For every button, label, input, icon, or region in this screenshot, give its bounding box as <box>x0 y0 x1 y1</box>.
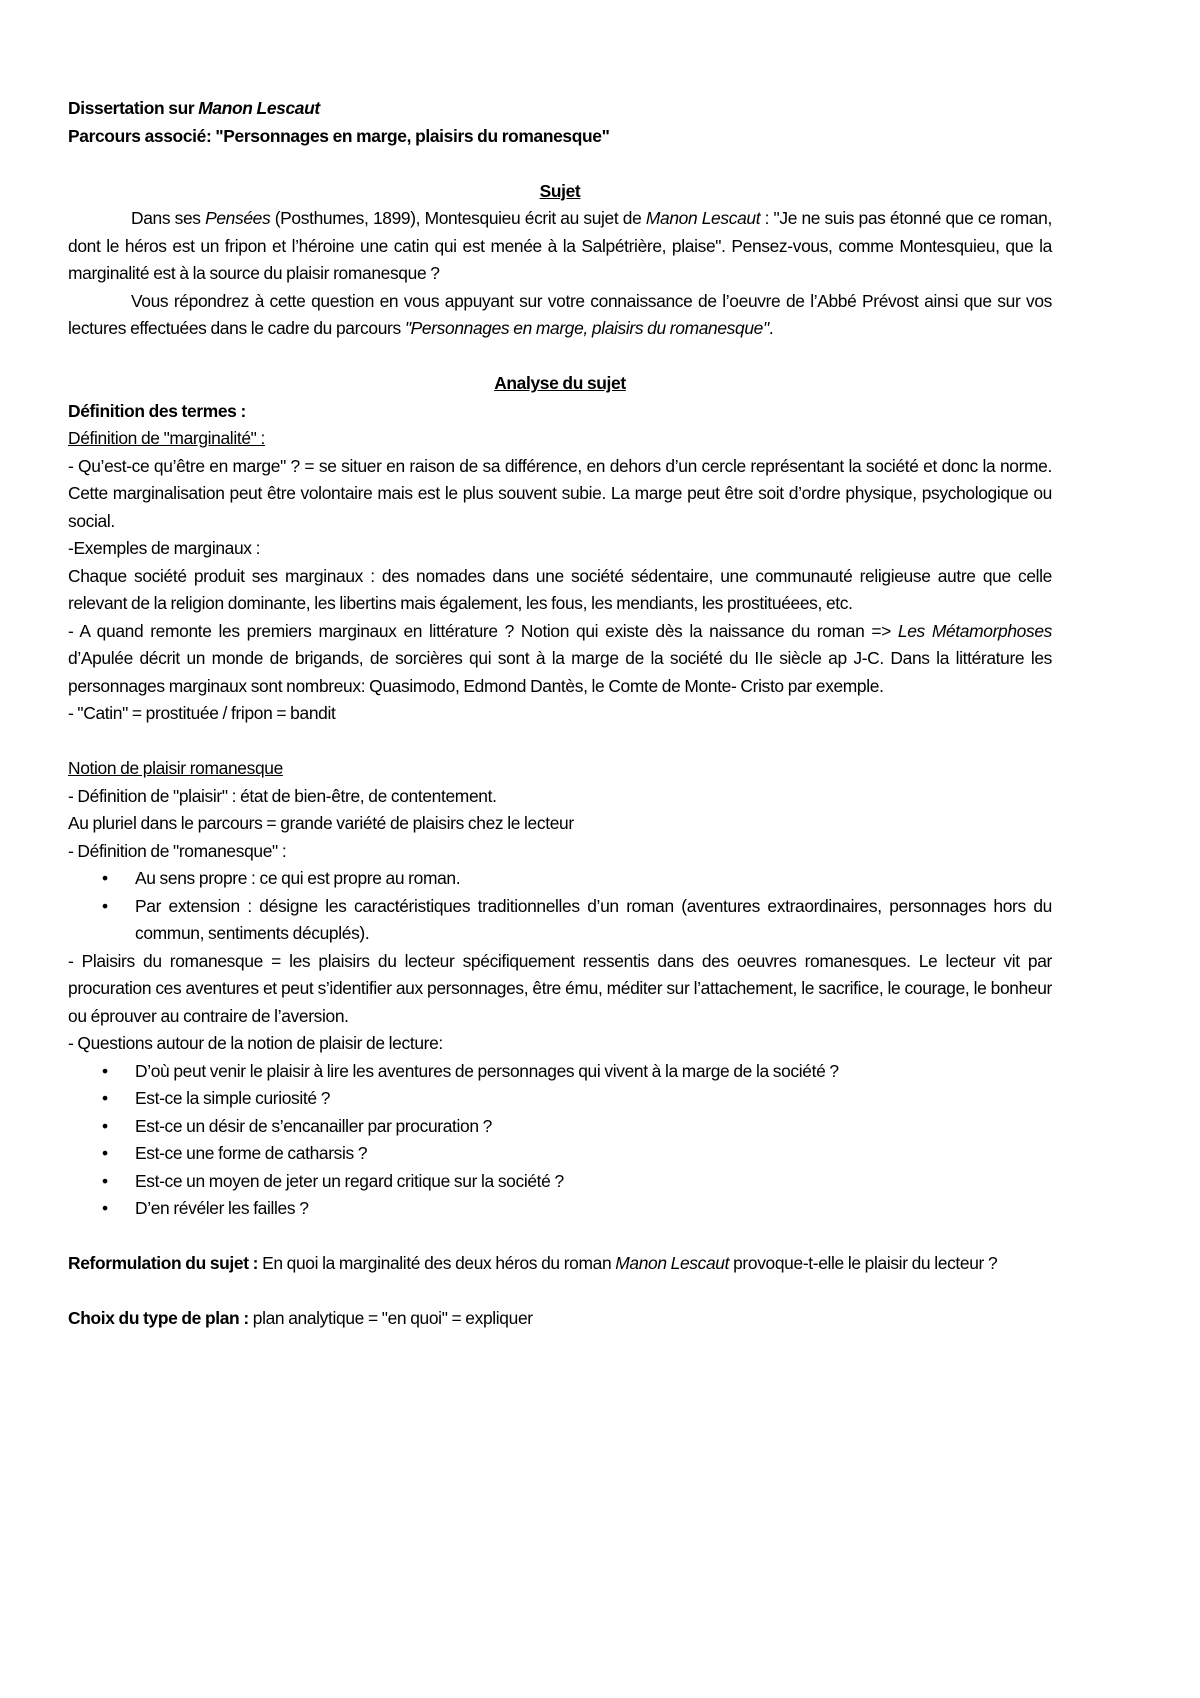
questions-label: - Questions autour de la notion de plaisir de lecture: <box>68 1033 443 1053</box>
list-item <box>68 1168 1052 1196</box>
list-item <box>68 865 1052 893</box>
list-item <box>68 1058 1052 1086</box>
text: plan analytique = "en quoi" = expliquer <box>248 1308 533 1328</box>
text: Est-ce un désir de s’encanailler par procuration ? <box>135 1115 492 1136</box>
text: Les Métamorphoses <box>897 620 1052 641</box>
text: D’en révéler les failles ? <box>135 1198 309 1218</box>
document-title <box>68 95 1052 123</box>
reformulation-paragraph <box>68 1250 1052 1278</box>
title-prefix: Dissertation sur <box>68 98 199 118</box>
text: Est-ce un moyen de jeter un regard critique sur la société ? <box>135 1170 564 1191</box>
text: Manon Lescaut <box>615 1253 730 1273</box>
list-item <box>68 893 1052 948</box>
analyse-heading: Analyse du sujet <box>494 373 626 393</box>
text: Au sens propre : ce qui est propre au roman. <box>135 868 461 888</box>
text: d’Apulée décrit un monde de brigands, de sorcières qui sont à la marge de la société du IIe siècle ap J-C. Dans la littérature les personnages marginaux sont nombreux: Quasimodo, Edmond Dantès, le Comte de Monte- Cristo par exemple. <box>68 648 1052 696</box>
document-page <box>68 95 1052 1333</box>
marginalite-heading <box>68 425 1052 453</box>
sujet-paragraph-2 <box>68 288 1052 343</box>
list-item <box>68 1140 1052 1168</box>
plaisir-heading <box>68 755 1052 783</box>
pluriel-line: Au pluriel dans le parcours = grande variété de plaisirs chez le lecteur <box>68 813 574 833</box>
text: Vous répondrez à cette question en vous appuyant sur votre connaissance de l’oeuvre de l’Abbé Prévost ainsi que sur vos lectures effectuées dans le cadre du parcours <box>68 290 1052 338</box>
text: Est-ce une forme de catharsis ? <box>135 1143 368 1163</box>
sujet-heading: Sujet <box>539 180 581 201</box>
bullet-icon: • <box>102 1170 108 1191</box>
bullet-icon: • <box>102 1143 108 1163</box>
text: Dans ses <box>131 208 206 228</box>
bullet-icon: • <box>102 1198 108 1218</box>
reformulation-label: Reformulation du sujet : <box>68 1253 259 1273</box>
bullet-icon: • <box>102 1088 108 1108</box>
origine-paragraph <box>68 618 1052 701</box>
plan-paragraph <box>68 1305 1052 1333</box>
list-item <box>68 1113 1052 1141</box>
definition-heading: Définition des termes : <box>68 400 246 421</box>
list-item <box>68 1085 1052 1113</box>
text: Par extension : désigne les caractéristiques traditionnelles d’un roman (aventures extraordinaires, personnages hors du commun, sentiments décuplés). <box>135 895 1052 943</box>
list-item <box>68 1195 1052 1223</box>
text: Notion de plaisir romanesque <box>68 758 283 778</box>
text: "Personnages en marge, plaisirs du romanesque" <box>404 318 769 338</box>
bullet-icon: • <box>102 895 108 916</box>
plaisirs-romanesque-paragraph: - Plaisirs du romanesque = les plaisirs du lecteur spécifiquement ressentis dans des oeuvres romanesques. Le lecteur vit par procuration ces aventures et peut s’identifier aux personnages, être ému, méditer sur l’attachement, le sacrifice, le courage, le bonheur ou éprouver au contraire de l’aversion. <box>68 950 1052 1026</box>
bullet-icon: • <box>102 1115 108 1136</box>
exemples-label: -Exemples de marginaux : <box>68 538 261 558</box>
romanesque-list <box>68 865 1052 948</box>
text: . <box>768 318 774 338</box>
text: : "Je ne suis pas étonné que ce roman, dont le héros est un fripon et l’héroine une catin qui est menée à la Salpétrière, plaise". Pensez-vous, comme Montesquieu, que la marginalité est à la source du plaisir romanesque ? <box>68 208 1052 283</box>
title-work: Manon Lescaut <box>198 98 320 118</box>
text: Pensées <box>205 208 271 228</box>
exemples-text: Chaque société produit ses marginaux : des nomades dans une société sédentaire, une communauté religieuse autre que celle relevant de la religion dominante, les libertins mais également, les fous, les mendiants, les prostituéees, etc. <box>68 565 1052 613</box>
text: - A quand remonte les premiers marginaux en littérature ? Notion qui existe dès la naissance du roman => <box>68 620 898 641</box>
text: Manon Lescaut <box>645 208 761 228</box>
romanesque-definition: - Définition de "romanesque" : <box>68 840 287 861</box>
questions-list <box>68 1058 1052 1223</box>
bullet-icon: • <box>102 1060 108 1081</box>
marge-definition: - Qu’est-ce qu’être en marge" ? = se situer en raison de sa différence, en dehors d’un cercle représentant la société et donc la norme. Cette marginalisation peut être volontaire mais est le plus souvent subie. La marge peut être soit d’ordre physique, psychologique ou social. <box>68 455 1052 531</box>
plan-label: Choix du type de plan : <box>68 1308 249 1328</box>
text: Définition de "marginalité" : <box>68 428 265 448</box>
text: D’où peut venir le plaisir à lire les aventures de personnages qui vivent à la marge de la société ? <box>135 1060 839 1081</box>
text: En quoi la marginalité des deux héros du roman <box>258 1253 616 1273</box>
text: Est-ce la simple curiosité ? <box>135 1088 331 1108</box>
bullet-icon: • <box>102 868 108 888</box>
text: provoque-t-elle le plaisir du lecteur ? <box>729 1253 998 1273</box>
plaisir-definition: - Définition de "plaisir" : état de bien-être, de contentement. <box>68 785 497 806</box>
parcours-line: Parcours associé: "Personnages en marge, plaisirs du romanesque" <box>68 125 610 146</box>
text: (Posthumes, 1899), Montesquieu écrit au sujet de <box>270 208 646 228</box>
sujet-paragraph-1 <box>68 205 1052 288</box>
catin-definition: - "Catin" = prostituée / fripon = bandit <box>68 703 336 723</box>
